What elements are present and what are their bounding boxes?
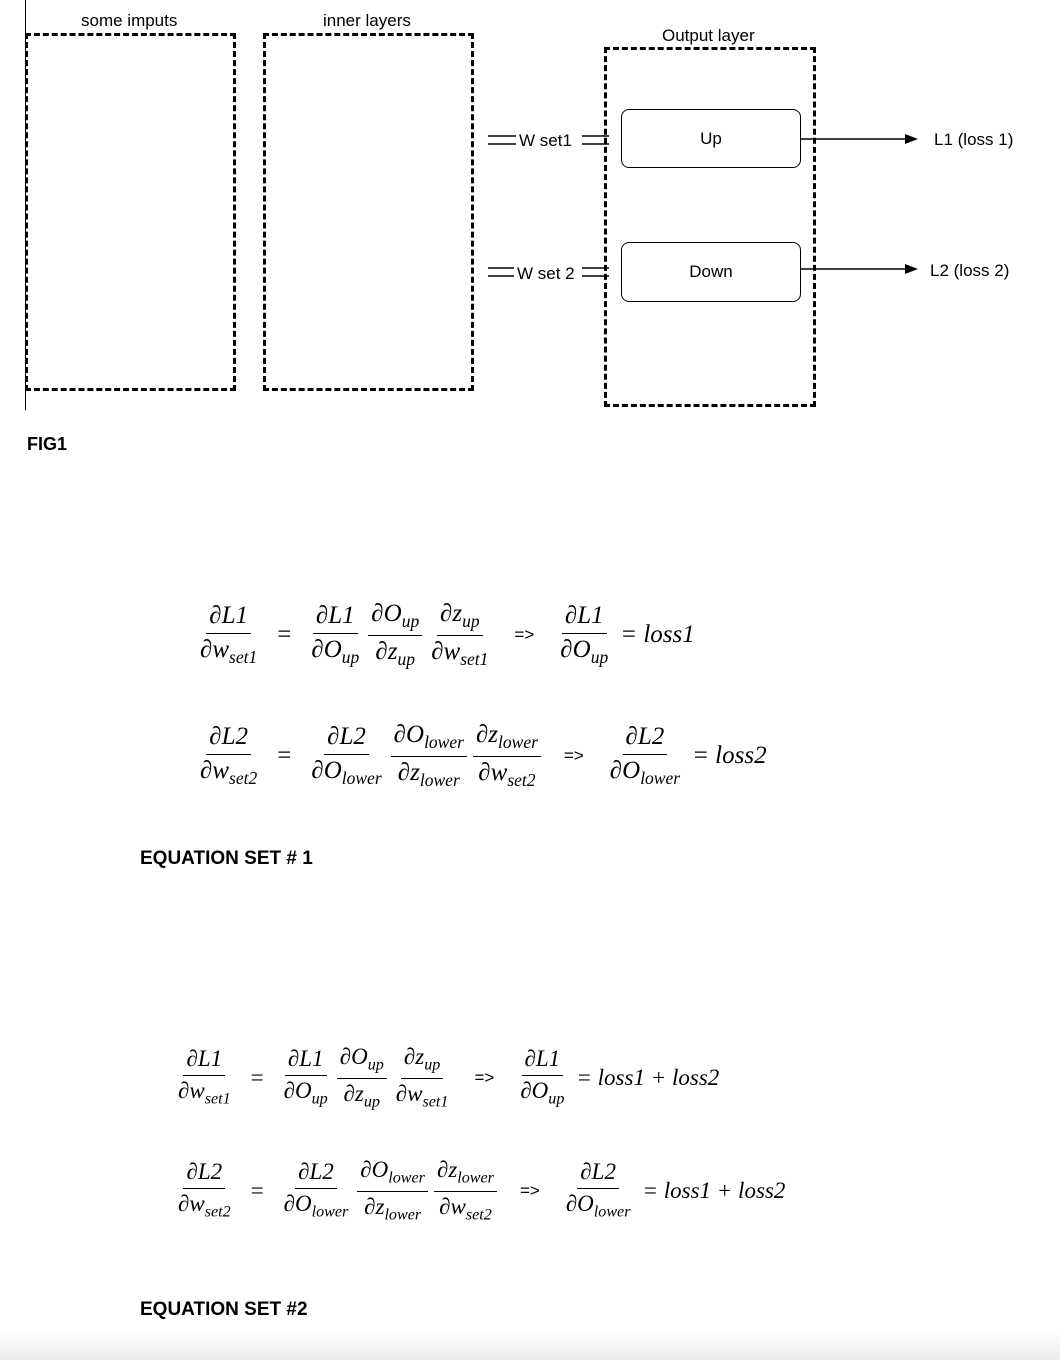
eq-set1-row2: $\frac{\partial L2}{\partial w_{set2}}$ = $\frac{\partial L2}{\partial O_{lower}}$ $\frac{\partial O_{lower}}{\partial z_{lower}}$ $\frac{\partial z_{lower}}{\partial w_{set2}}$ => $\frac{\partial L2}{\partial O_{lower}}$ = loss2 [200, 721, 767, 790]
equation-set-2-caption: EQUATION SET #2 [140, 1299, 308, 1320]
down-node: Down [621, 242, 801, 302]
loss2-label: L2 (loss 2) [930, 261, 1010, 280]
wset1-label: W set1 [519, 131, 572, 150]
figure-caption: FIG1 [27, 434, 68, 454]
loss1-label: L1 (loss 1) [934, 130, 1014, 149]
eq-set2-row1: $\frac{\partial L1}{\partial w_{set1}}$ = $\frac{\partial L1}{\partial O_{up}}$ $\frac{\partial O_{up}}{\partial z_{up}}$ $\frac{\partial z_{up}}{\partial w_{set1}}$ => $\frac{\partial L1}{\partial O_{up}}$ = loss1 + loss2 [178, 1044, 720, 1111]
connector-lines [0, 0, 1060, 470]
eq-set2-row2: $\frac{\partial L2}{\partial w_{set2}}$ = $\frac{\partial L2}{\partial O_{lower}}$ $\frac{\partial O_{lower}}{\partial z_{lower}}$ $\frac{\partial z_{lower}}{\partial w_{set2}}$ => $\frac{\partial L2}{\partial O_{lower}}$ = loss1 + loss2 [178, 1157, 786, 1224]
equation-set-1-caption: EQUATION SET # 1 [140, 848, 313, 869]
eq-set1-row1: $\frac{\partial L1}{\partial w_{set1}}$ = $\frac{\partial L1}{\partial O_{up}}$ $\frac{\partial O_{up}}{\partial z_{up}}$ $\frac{\partial z_{up}}{\partial w_{set1}}$ => $\frac{\partial L1}{\partial O_{up}}$ = loss1 [200, 600, 695, 669]
eq-set1-result-1: = loss1 [620, 621, 695, 648]
figure-1 [0, 0, 1060, 470]
eq-set2-result-1: = loss1 + loss2 [576, 1064, 720, 1090]
implies-arrow: => [474, 1067, 495, 1087]
inner-layers-label: inner layers [323, 11, 411, 30]
up-node: Up [621, 109, 801, 168]
output-layer-label: Output layer [662, 26, 755, 45]
bottom-fade [0, 1330, 1060, 1360]
wset2-label: W set 2 [517, 264, 575, 283]
loss-arrows [801, 134, 918, 274]
implies-arrow: => [563, 746, 584, 765]
eq-set1-result-2: = loss2 [692, 742, 767, 769]
implies-arrow: => [514, 625, 535, 644]
eq-set2-result-2: = loss1 + loss2 [642, 1177, 786, 1203]
implies-arrow: => [519, 1180, 540, 1200]
inputs-label: some imputs [81, 11, 178, 30]
